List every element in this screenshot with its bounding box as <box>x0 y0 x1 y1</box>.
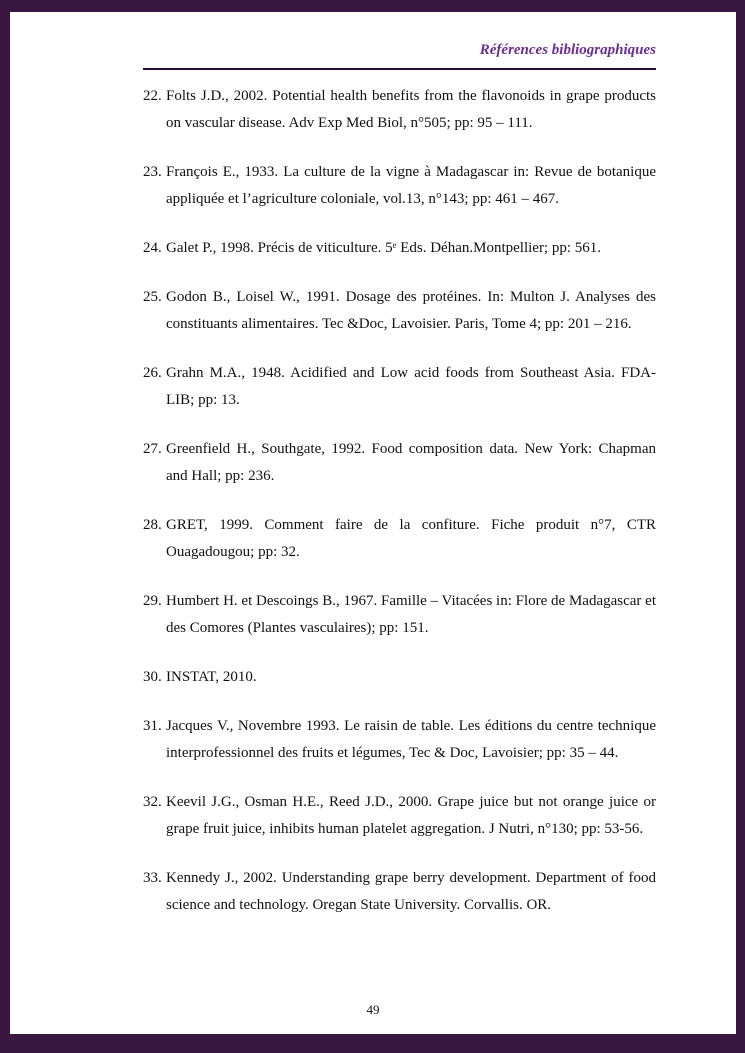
reference-item <box>143 512 656 566</box>
reference-text: Jacques V., Novembre 1993. Le raisin de table. Les éditions du centre technique interprofessionnel des fruits et légumes, Tec & Doc, Lavoisier; pp: 35 – 44. <box>166 718 656 761</box>
reference-item <box>143 436 656 490</box>
reference-item <box>143 789 656 843</box>
reference-text: GRET, 1999. Comment faire de la confiture. Fiche produit n°7, CTR Ouagadougou; pp: 32. <box>166 517 656 560</box>
reference-number: 27. <box>143 441 162 457</box>
reference-number: 28. <box>143 517 162 533</box>
reference-item <box>143 713 656 767</box>
references-list <box>143 83 656 919</box>
reference-item <box>143 664 656 691</box>
page-content <box>143 12 656 941</box>
reference-text: Keevil J.G., Osman H.E., Reed J.D., 2000. Grape juice but not orange juice or grape fruit juice, inhibits human platelet aggregation. J Nutri, n°130; pp: 53-56. <box>166 794 656 837</box>
reference-number: 30. <box>143 669 162 685</box>
page-header <box>143 42 656 70</box>
reference-text: Greenfield H., Southgate, 1992. Food composition data. New York: Chapman and Hall; pp: 236. <box>166 441 656 484</box>
reference-item <box>143 360 656 414</box>
page-header-title: Références bibliographiques <box>479 42 656 58</box>
reference-text: Folts J.D., 2002. Potential health benefits from the flavonoids in grape products on vascular disease. Adv Exp Med Biol, n°505; pp: 95 – 111. <box>166 88 656 131</box>
reference-number: 24. <box>143 240 162 256</box>
reference-item <box>143 588 656 642</box>
reference-text: Godon B., Loisel W., 1991. Dosage des protéines. In: Multon J. Analyses des constituants alimentaires. Tec &Doc, Lavoisier. Paris, Tome 4; pp: 201 – 216. <box>166 289 656 332</box>
reference-text: François E., 1933. La culture de la vigne à Madagascar in: Revue de botanique appliquée et l’agriculture coloniale, vol.13, n°143; pp: 461 – 467. <box>166 164 656 207</box>
reference-number: 31. <box>143 718 162 734</box>
reference-text: Galet P., 1998. Précis de viticulture. 5ᵉ Eds. Déhan.Montpellier; pp: 561. <box>166 240 602 256</box>
reference-number: 25. <box>143 289 162 305</box>
reference-number: 29. <box>143 593 162 609</box>
reference-number: 32. <box>143 794 162 810</box>
page-sheet <box>10 12 736 1034</box>
reference-text: Kennedy J., 2002. Understanding grape berry development. Department of food science and technology. Oregan State University. Corvallis. OR. <box>166 870 656 913</box>
reference-number: 26. <box>143 365 162 381</box>
reference-text: INSTAT, 2010. <box>166 669 257 685</box>
reference-item <box>143 235 656 262</box>
reference-text: Humbert H. et Descoings B., 1967. Famille – Vitacées in: Flore de Madagascar et des Comores (Plantes vasculaires); pp: 151. <box>166 593 656 636</box>
reference-item <box>143 865 656 919</box>
reference-text: Grahn M.A., 1948. Acidified and Low acid foods from Southeast Asia. FDA-LIB; pp: 13. <box>166 365 656 408</box>
reference-item <box>143 83 656 137</box>
reference-number: 23. <box>143 164 162 180</box>
reference-number: 22. <box>143 88 162 104</box>
reference-item <box>143 284 656 338</box>
page-number: 49 <box>366 1002 380 1017</box>
reference-number: 33. <box>143 870 162 886</box>
reference-item <box>143 159 656 213</box>
